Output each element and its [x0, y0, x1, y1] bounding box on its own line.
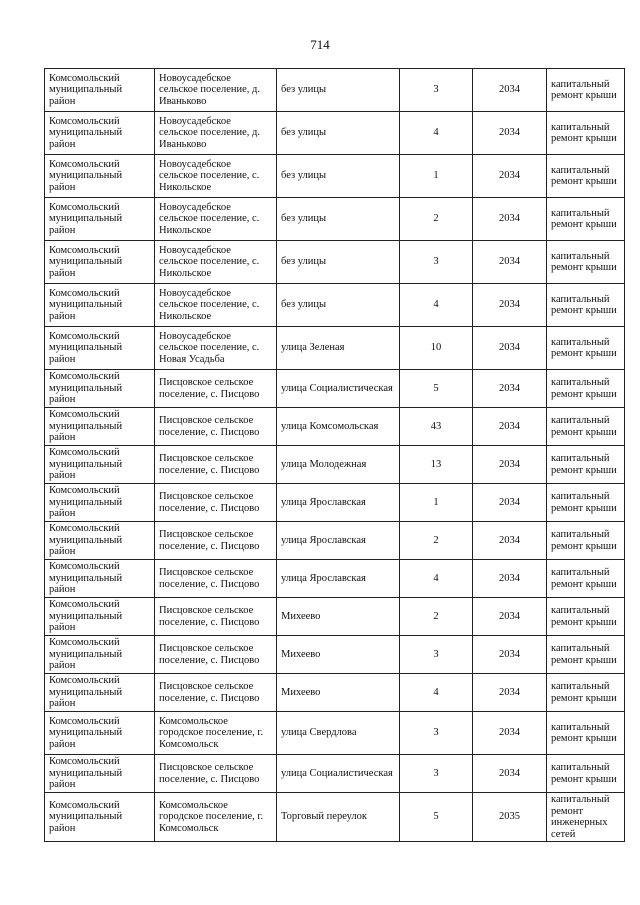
table-row — [45, 598, 625, 636]
house-number-cell: 1 — [400, 155, 473, 198]
street-cell: Торговый переулок — [277, 793, 400, 842]
street-cell: Михеево — [277, 598, 400, 636]
street-cell: без улицы — [277, 155, 400, 198]
year-cell: 2034 — [473, 484, 547, 522]
year-cell: 2034 — [473, 327, 547, 370]
work-type-cell: капитальный ремонт крыши — [547, 446, 625, 484]
settlement-cell: Писцовское сельское поселение, с. Писцово — [155, 408, 277, 446]
table-row — [45, 636, 625, 674]
work-type-cell: капитальный ремонт крыши — [547, 755, 625, 793]
district-cell: Комсомольский муниципальный район — [45, 69, 155, 112]
work-type-cell: капитальный ремонт крыши — [547, 112, 625, 155]
work-type-cell: капитальный ремонт крыши — [547, 674, 625, 712]
year-cell: 2034 — [473, 69, 547, 112]
house-number-cell: 3 — [400, 755, 473, 793]
district-cell: Комсомольский муниципальный район — [45, 327, 155, 370]
house-number-cell: 2 — [400, 598, 473, 636]
work-type-cell: капитальный ремонт крыши — [547, 327, 625, 370]
year-cell: 2034 — [473, 560, 547, 598]
district-cell: Комсомольский муниципальный район — [45, 241, 155, 284]
table-row — [45, 327, 625, 370]
work-type-cell: капитальный ремонт крыши — [547, 155, 625, 198]
year-cell: 2034 — [473, 522, 547, 560]
year-cell: 2034 — [473, 598, 547, 636]
district-cell: Комсомольский муниципальный район — [45, 155, 155, 198]
house-number-cell: 13 — [400, 446, 473, 484]
settlement-cell: Писцовское сельское поселение, с. Писцово — [155, 560, 277, 598]
year-cell: 2034 — [473, 155, 547, 198]
street-cell: улица Ярославская — [277, 560, 400, 598]
settlement-cell: Комсомольское городское поселение, г. Комсомольск — [155, 712, 277, 755]
settlement-cell: Комсомольское городское поселение, г. Комсомольск — [155, 793, 277, 842]
district-cell: Комсомольский муниципальный район — [45, 370, 155, 408]
street-cell: без улицы — [277, 69, 400, 112]
year-cell: 2034 — [473, 284, 547, 327]
street-cell: без улицы — [277, 112, 400, 155]
work-type-cell: капитальный ремонт крыши — [547, 198, 625, 241]
work-type-cell: капитальный ремонт крыши — [547, 560, 625, 598]
district-cell: Комсомольский муниципальный район — [45, 446, 155, 484]
district-cell: Комсомольский муниципальный район — [45, 712, 155, 755]
street-cell: без улицы — [277, 284, 400, 327]
street-cell: улица Социалистическая — [277, 755, 400, 793]
table-row — [45, 69, 625, 112]
table-row — [45, 446, 625, 484]
district-cell: Комсомольский муниципальный район — [45, 522, 155, 560]
work-type-cell: капитальный ремонт крыши — [547, 69, 625, 112]
house-number-cell: 43 — [400, 408, 473, 446]
work-type-cell: капитальный ремонт крыши — [547, 284, 625, 327]
table-row — [45, 155, 625, 198]
settlement-cell: Новоусадебское сельское поселение, с. Новая Усадьба — [155, 327, 277, 370]
settlement-cell: Писцовское сельское поселение, с. Писцово — [155, 598, 277, 636]
year-cell: 2034 — [473, 755, 547, 793]
settlement-cell: Писцовское сельское поселение, с. Писцово — [155, 446, 277, 484]
year-cell: 2035 — [473, 793, 547, 842]
street-cell: улица Свердлова — [277, 712, 400, 755]
work-type-cell: капитальный ремонт крыши — [547, 712, 625, 755]
settlement-cell: Новоусадебское сельское поселение, д. Иваньково — [155, 112, 277, 155]
settlement-cell: Новоусадебское сельское поселение, с. Никольское — [155, 198, 277, 241]
year-cell: 2034 — [473, 674, 547, 712]
house-number-cell: 4 — [400, 560, 473, 598]
house-number-cell: 3 — [400, 636, 473, 674]
table-row — [45, 370, 625, 408]
table-row — [45, 408, 625, 446]
district-cell: Комсомольский муниципальный район — [45, 755, 155, 793]
table-row — [45, 241, 625, 284]
table-row — [45, 484, 625, 522]
district-cell: Комсомольский муниципальный район — [45, 674, 155, 712]
house-number-cell: 3 — [400, 69, 473, 112]
house-number-cell: 4 — [400, 284, 473, 327]
work-type-cell: капитальный ремонт крыши — [547, 484, 625, 522]
district-cell: Комсомольский муниципальный район — [45, 408, 155, 446]
page-number: 714 — [310, 37, 330, 52]
district-cell: Комсомольский муниципальный район — [45, 636, 155, 674]
work-type-cell: капитальный ремонт крыши — [547, 522, 625, 560]
street-cell: улица Комсомольская — [277, 408, 400, 446]
settlement-cell: Писцовское сельское поселение, с. Писцово — [155, 370, 277, 408]
street-cell: улица Ярославская — [277, 522, 400, 560]
work-type-cell: капитальный ремонт крыши — [547, 408, 625, 446]
work-type-cell: капитальный ремонт крыши — [547, 241, 625, 284]
table-row — [45, 560, 625, 598]
year-cell: 2034 — [473, 370, 547, 408]
house-number-cell: 4 — [400, 112, 473, 155]
district-cell: Комсомольский муниципальный район — [45, 112, 155, 155]
street-cell: улица Зеленая — [277, 327, 400, 370]
street-cell: без улицы — [277, 241, 400, 284]
street-cell: Михеево — [277, 636, 400, 674]
house-number-cell: 3 — [400, 712, 473, 755]
settlement-cell: Писцовское сельское поселение, с. Писцово — [155, 484, 277, 522]
work-type-cell: капитальный ремонт крыши — [547, 636, 625, 674]
house-number-cell: 5 — [400, 370, 473, 408]
table-row — [45, 755, 625, 793]
repair-schedule-table — [44, 68, 625, 842]
settlement-cell: Новоусадебское сельское поселение, д. Иваньково — [155, 69, 277, 112]
year-cell: 2034 — [473, 112, 547, 155]
settlement-cell: Новоусадебское сельское поселение, с. Никольское — [155, 284, 277, 327]
table-row — [45, 674, 625, 712]
table-row — [45, 522, 625, 560]
year-cell: 2034 — [473, 408, 547, 446]
year-cell: 2034 — [473, 636, 547, 674]
street-cell: улица Социалистическая — [277, 370, 400, 408]
house-number-cell: 3 — [400, 241, 473, 284]
table-row — [45, 198, 625, 241]
year-cell: 2034 — [473, 446, 547, 484]
year-cell: 2034 — [473, 241, 547, 284]
house-number-cell: 4 — [400, 674, 473, 712]
settlement-cell: Писцовское сельское поселение, с. Писцово — [155, 636, 277, 674]
street-cell: Михеево — [277, 674, 400, 712]
street-cell: без улицы — [277, 198, 400, 241]
district-cell: Комсомольский муниципальный район — [45, 198, 155, 241]
street-cell: улица Ярославская — [277, 484, 400, 522]
district-cell: Комсомольский муниципальный район — [45, 793, 155, 842]
table-row — [45, 793, 625, 842]
house-number-cell: 2 — [400, 522, 473, 560]
work-type-cell: капитальный ремонт крыши — [547, 370, 625, 408]
settlement-cell: Новоусадебское сельское поселение, с. Никольское — [155, 155, 277, 198]
work-type-cell: капитальный ремонт инженерных сетей — [547, 793, 625, 842]
year-cell: 2034 — [473, 198, 547, 241]
work-type-cell: капитальный ремонт крыши — [547, 598, 625, 636]
house-number-cell: 1 — [400, 484, 473, 522]
district-cell: Комсомольский муниципальный район — [45, 560, 155, 598]
street-cell: улица Молодежная — [277, 446, 400, 484]
year-cell: 2034 — [473, 712, 547, 755]
table-body — [45, 69, 625, 842]
house-number-cell: 10 — [400, 327, 473, 370]
table-row — [45, 112, 625, 155]
district-cell: Комсомольский муниципальный район — [45, 598, 155, 636]
table-row — [45, 284, 625, 327]
house-number-cell: 2 — [400, 198, 473, 241]
table-row — [45, 712, 625, 755]
settlement-cell: Писцовское сельское поселение, с. Писцово — [155, 755, 277, 793]
district-cell: Комсомольский муниципальный район — [45, 484, 155, 522]
settlement-cell: Новоусадебское сельское поселение, с. Никольское — [155, 241, 277, 284]
house-number-cell: 5 — [400, 793, 473, 842]
district-cell: Комсомольский муниципальный район — [45, 284, 155, 327]
settlement-cell: Писцовское сельское поселение, с. Писцово — [155, 674, 277, 712]
settlement-cell: Писцовское сельское поселение, с. Писцово — [155, 522, 277, 560]
